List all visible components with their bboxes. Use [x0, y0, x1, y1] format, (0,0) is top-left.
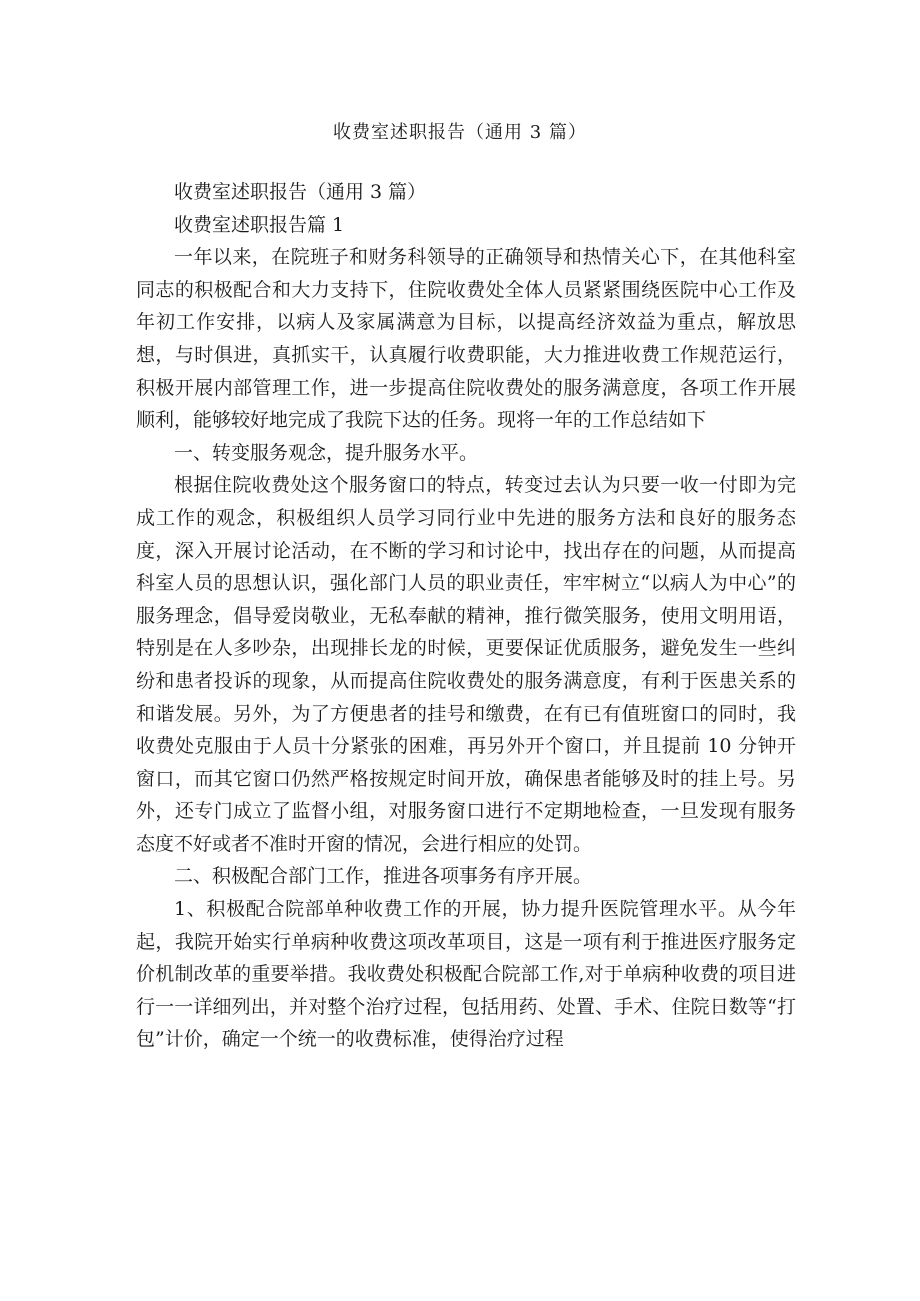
- body-paragraph: 一年以来，在院班子和财务科领导的正确领导和热情关心下，在其他科室同志的积极配合和大力支持下，住院收费处全体人员紧紧围绕医院中心工作及年初工作安排，以病人及家属满意为目标，以提高经济效益为重点，解放思想，与时俱进，真抓实干，认真履行收费职能，大力推进收费工作规范运行，积极开展内部管理工作，进一步提高住院收费处的服务满意度，各项工作开展顺利，能够较好地完成了我院下达的任务。现将一年的工作总结如下: [136, 246, 796, 432]
- subtitle-paragraph: 收费室述职报告（通用 3 篇）: [174, 181, 427, 203]
- body-paragraph: 1、积极配合院部单种收费工作的开展，协力提升医院管理水平。从今年起，我院开始实行单病种收费这项改革项目，这是一项有利于推进医疗服务定价机制改革的重要举措。我收费处积极配合院部工作,对于单病种收费的项目进行一一详细列出，并对整个治疗过程，包括用药、处置、手术、住院日数等“打包”计价，确定一个统一的收费标准，使得治疗过程: [136, 898, 796, 1051]
- section-heading-1: 一、转变服务观念，提升服务水平。: [174, 441, 479, 464]
- section-heading-2: 二、积极配合部门工作，推进各项事务有序开展。: [174, 865, 593, 888]
- document-title: 收费室述职报告（通用 3 篇）: [333, 122, 587, 143]
- document-body: [136, 176, 796, 1056]
- body-paragraph: 根据住院收费处这个服务窗口的特点，转变过去认为只要一收一付即为完成工作的观念，积极组织人员学习同行业中先进的服务方法和良好的服务态度，深入开展讨论活动，在不断的学习和讨论中，找出存在的问题，从而提高科室人员的思想认识，强化部门人员的职业责任，牢牢树立“以病人为中心”的服务理念，倡导爱岗敬业，无私奉献的精神，推行微笑服务，使用文明用语，特别是在人多吵杂，出现排长龙的时候，更要保证优质服务，避免发生一些纠纷和患者投诉的现象，从而提高住院收费处的服务满意度，有利于医患关系的和谐发展。另外，为了方便患者的挂号和缴费，在有已有值班窗口的同时，我收费处克服由于人员十分紧张的困难，再另外开个窗口，并且提前 10 分钟开窗口，而其它窗口仍然严格按规定时间开放，确保患者能够及时的挂上号。另外，还专门成立了监督小组，对服务窗口进行不定期地检查，一旦发现有服务态度不好或者不准时开窗的情况，会进行相应的处罚。: [136, 474, 796, 855]
- section-heading-part-1: 收费室述职报告篇 1: [174, 213, 345, 236]
